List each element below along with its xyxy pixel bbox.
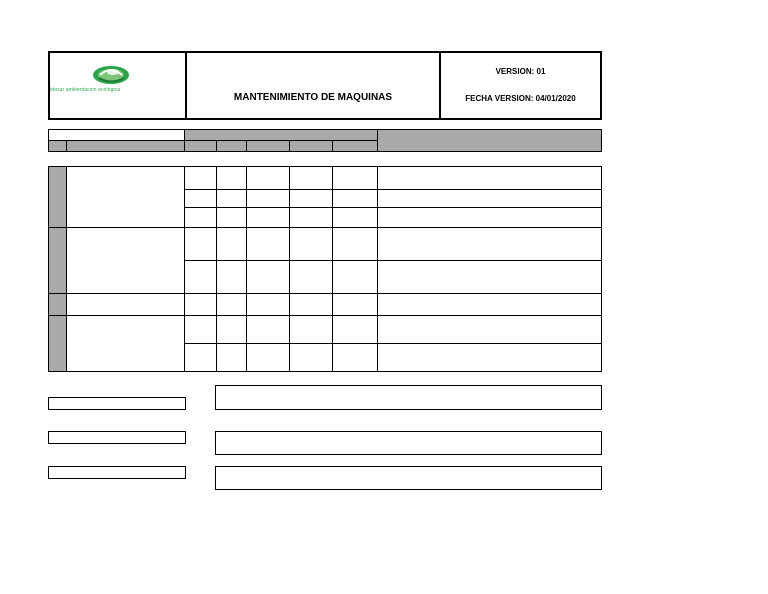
grid-cell[interactable] (246, 343, 290, 372)
grid-cell[interactable] (184, 189, 217, 208)
grid-cell[interactable] (289, 260, 333, 294)
grid-cell[interactable] (289, 207, 333, 228)
page-title: MANTENIMIENTO DE MAQUINAS (233, 92, 393, 103)
grid-cell[interactable] (184, 227, 217, 261)
group-index-3 (48, 293, 67, 316)
grid-cell[interactable] (246, 189, 290, 208)
grid-cell[interactable] (184, 293, 217, 316)
observation-cell[interactable] (377, 227, 602, 261)
grid-cell[interactable] (332, 207, 378, 228)
group-index-1 (48, 166, 67, 228)
grid-cell[interactable] (216, 227, 247, 261)
grid-cell[interactable] (216, 207, 247, 228)
grid-cell[interactable] (184, 343, 217, 372)
grid-cell[interactable] (246, 227, 290, 261)
observation-cell[interactable] (377, 207, 602, 228)
grid-cell[interactable] (216, 315, 247, 344)
group-index-2 (48, 227, 67, 294)
grid-cell[interactable] (184, 315, 217, 344)
footer-field-3[interactable] (215, 466, 602, 490)
grid-cell[interactable] (289, 227, 333, 261)
grid-cell[interactable] (216, 166, 247, 190)
footer-label-1 (48, 397, 186, 410)
group-machine-1[interactable] (66, 166, 185, 228)
observation-cell[interactable] (377, 166, 602, 190)
header-divider-2 (439, 51, 441, 120)
version-label: VERSION: 01 (495, 67, 546, 76)
col-header-1 (184, 140, 217, 152)
header-divider-1 (185, 51, 187, 120)
grid-cell[interactable] (246, 315, 290, 344)
logo-globe-icon (50, 61, 184, 101)
logo-text: biosur ambientacion ecologica (50, 87, 121, 93)
grid-cell[interactable] (332, 227, 378, 261)
grid-cell[interactable] (184, 166, 217, 190)
fecha-version-label: FECHA VERSION: 04/01/2020 (465, 94, 576, 103)
grid-cell[interactable] (289, 343, 333, 372)
footer-field-2[interactable] (215, 431, 602, 455)
grid-cell[interactable] (246, 293, 290, 316)
grid-cell[interactable] (289, 315, 333, 344)
observation-cell[interactable] (377, 343, 602, 372)
header-cell-observations (377, 129, 602, 152)
logo (50, 53, 184, 117)
grid-cell[interactable] (289, 293, 333, 316)
grid-cell[interactable] (216, 189, 247, 208)
col-header-5 (332, 140, 378, 152)
col-header-2 (216, 140, 247, 152)
grid-cell[interactable] (184, 207, 217, 228)
grid-cell[interactable] (184, 260, 217, 294)
grid-cell[interactable] (289, 166, 333, 190)
footer-label-2 (48, 431, 186, 444)
grid-cell[interactable] (246, 166, 290, 190)
group-index-4 (48, 315, 67, 372)
group-machine-3[interactable] (66, 293, 185, 316)
footer-label-3 (48, 466, 186, 479)
col-header-no (48, 140, 67, 152)
grid-cell[interactable] (289, 189, 333, 208)
grid-cell[interactable] (246, 207, 290, 228)
grid-cell[interactable] (216, 260, 247, 294)
col-header-3 (246, 140, 290, 152)
grid-cell[interactable] (216, 343, 247, 372)
group-machine-4[interactable] (66, 315, 185, 372)
grid-cell[interactable] (332, 293, 378, 316)
observation-cell[interactable] (377, 315, 602, 344)
grid-cell[interactable] (216, 293, 247, 316)
grid-cell[interactable] (332, 260, 378, 294)
col-header-machine (66, 140, 185, 152)
col-header-4 (289, 140, 333, 152)
grid-cell[interactable] (332, 166, 378, 190)
grid-cell[interactable] (332, 343, 378, 372)
observation-cell[interactable] (377, 189, 602, 208)
grid-cell[interactable] (332, 315, 378, 344)
group-machine-2[interactable] (66, 227, 185, 294)
observation-cell[interactable] (377, 293, 602, 316)
grid-cell[interactable] (246, 260, 290, 294)
observation-cell[interactable] (377, 260, 602, 294)
grid-cell[interactable] (332, 189, 378, 208)
footer-field-1[interactable] (215, 385, 602, 410)
